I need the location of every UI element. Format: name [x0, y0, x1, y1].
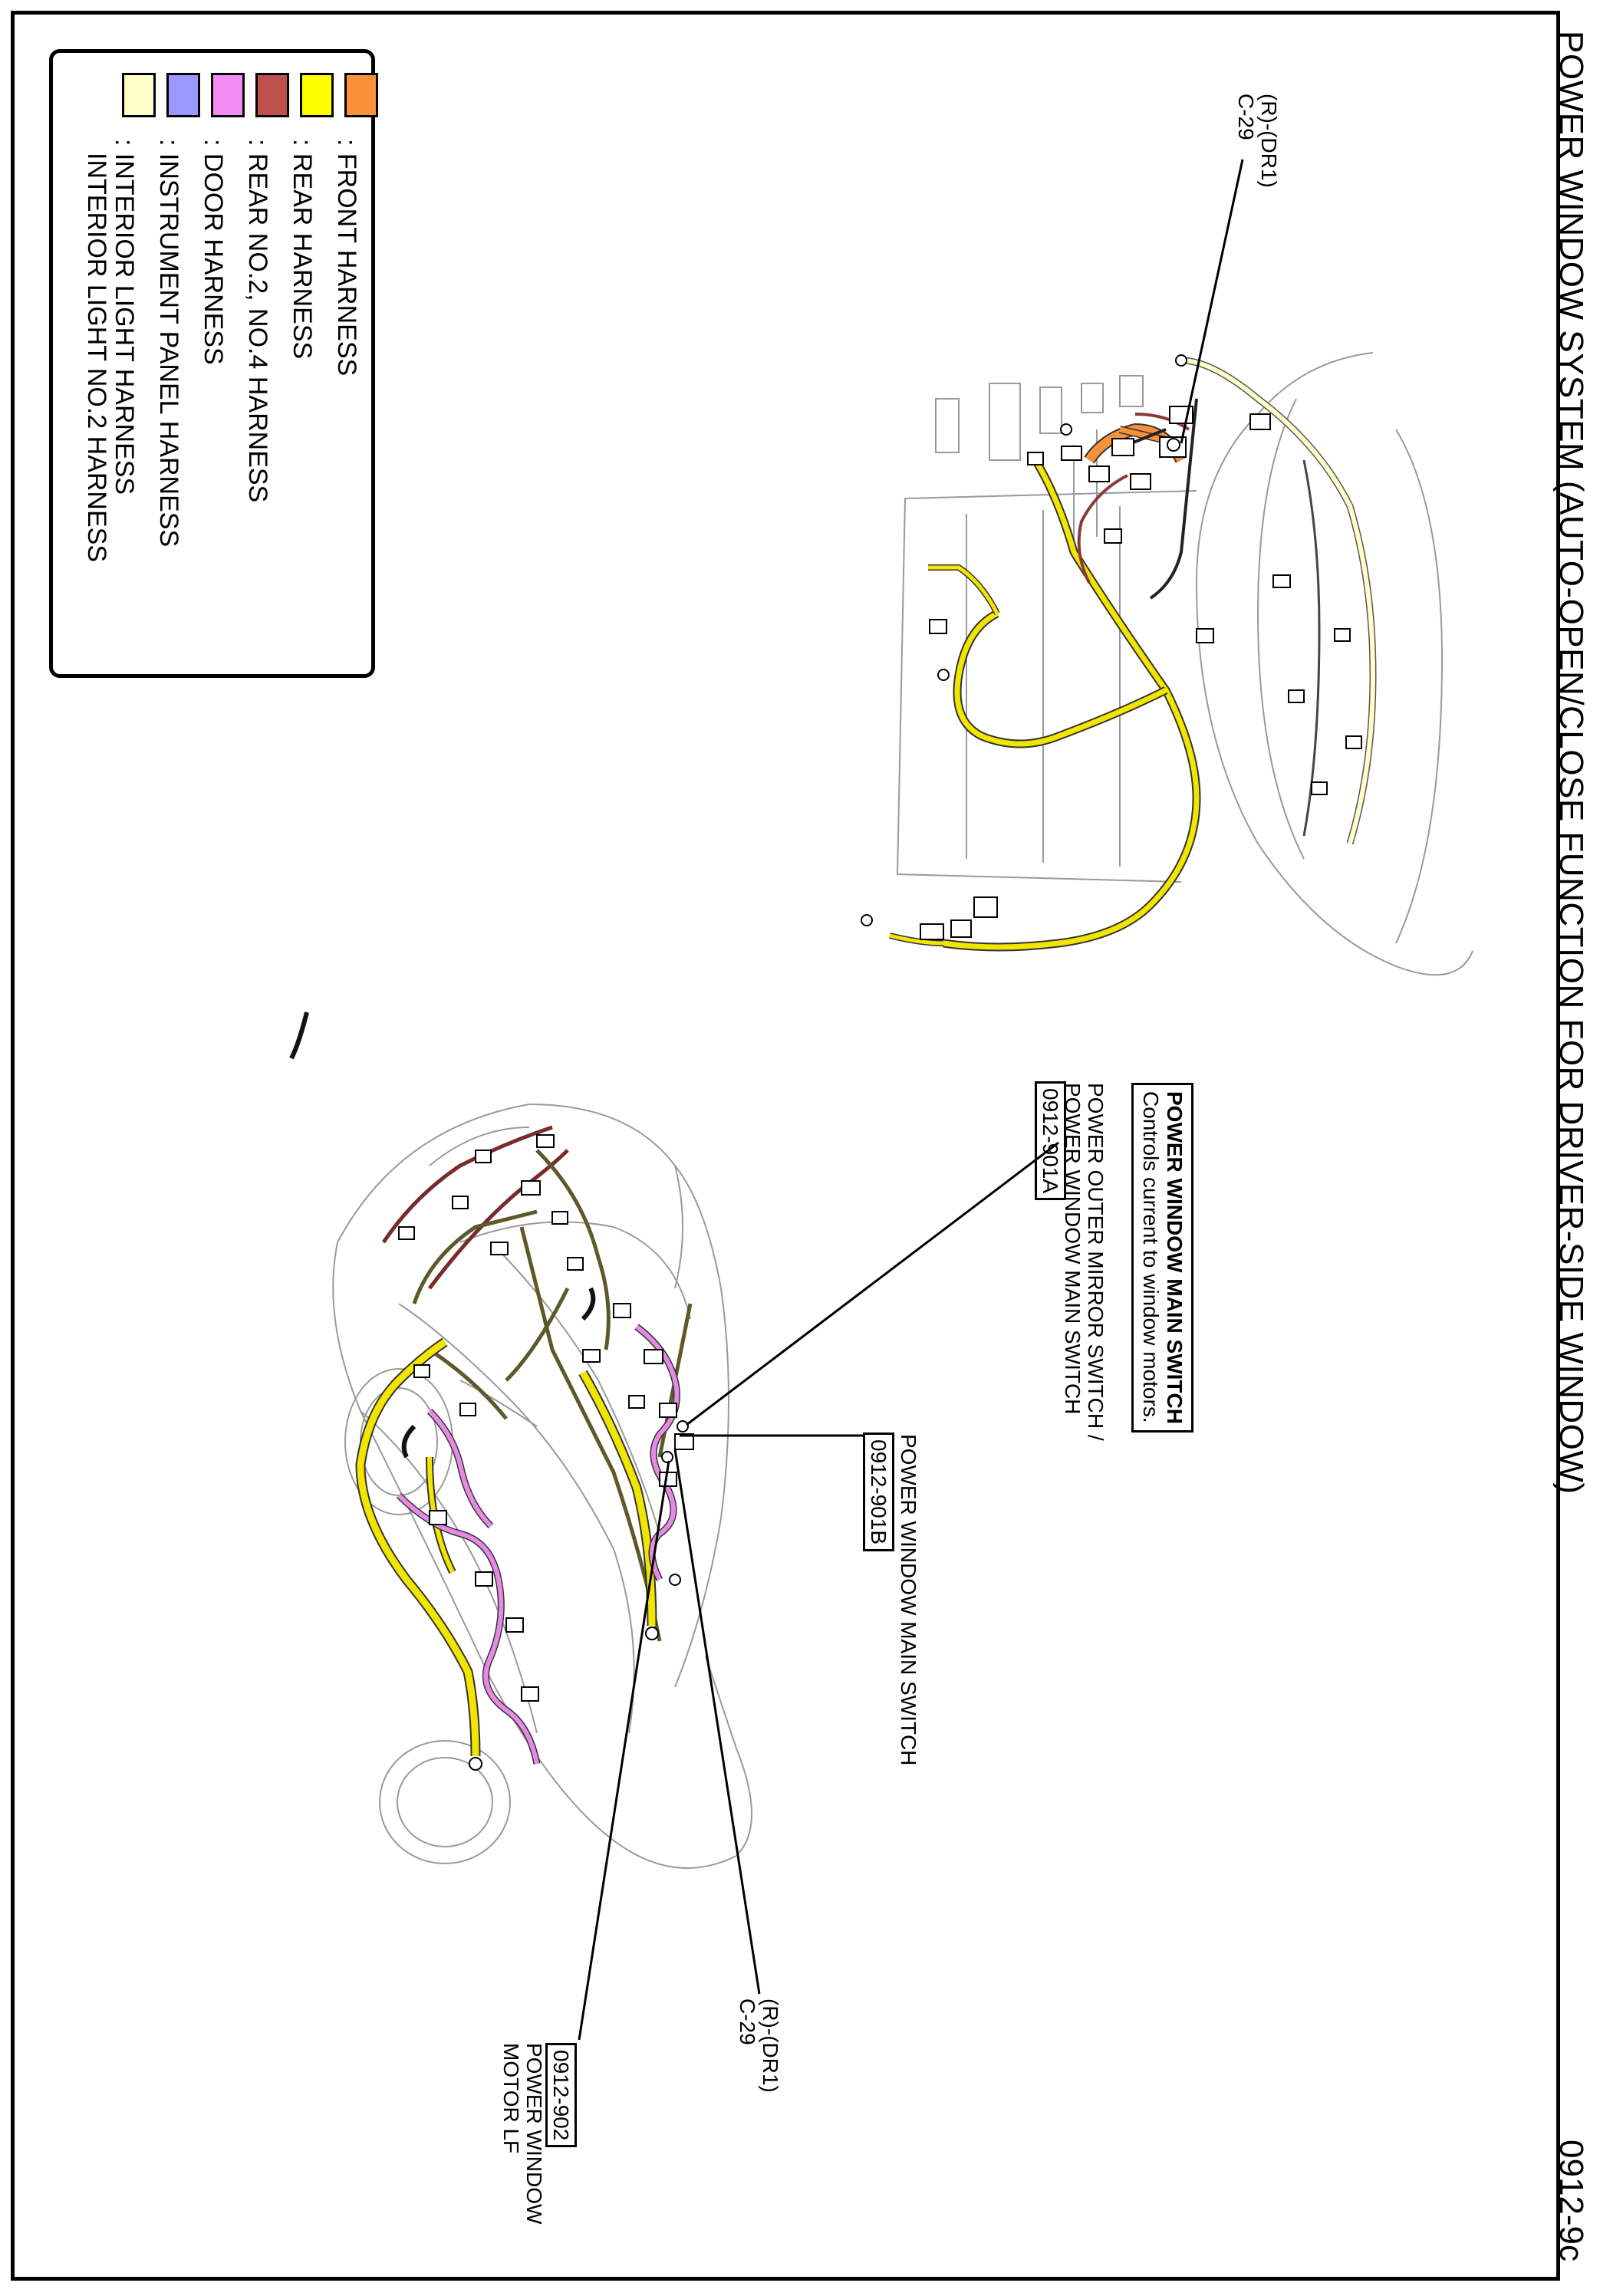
page-code: 0912-9c	[1552, 2140, 1590, 2262]
leader-motor	[579, 1461, 669, 2040]
callout-top-connector-line1: (R)-(DR1)	[1257, 94, 1281, 188]
callout-mirror-switch-line2: POWER WINDOW MAIN SWITCH	[1061, 1083, 1085, 1415]
ref-0912-901a: 0912-901A	[1035, 1081, 1066, 1200]
connectors-top	[920, 406, 1361, 939]
legend-label-door-harness: : DOOR HARNESS	[199, 139, 228, 365]
callout-main-switch-ref	[863, 1433, 894, 1551]
callout-main-switch-line1: POWER WINDOW MAIN SWITCH	[897, 1434, 920, 1766]
callout-main-switch-desc: Controls current to window motors.	[1138, 1091, 1163, 1423]
callout-top-connector-line2: C-29	[1234, 94, 1258, 140]
car-body-outline	[333, 1104, 752, 1868]
black-accent-wires	[291, 1012, 593, 1457]
interior-light-harness	[1181, 360, 1373, 844]
legend-label-rear-no2-no4-harness: : REAR NO.2, NO.4 HARNESS	[243, 139, 272, 503]
callout-lower-connector-line2: C-29	[736, 1998, 759, 2045]
callout-motor-ref	[545, 2043, 577, 2147]
leader-top-connector	[1181, 160, 1243, 443]
page-title: POWER WINDOW SYSTEM (AUTO-OPEN/CLOSE FUNCTION FOR DRIVER-SIDE WINDOW)	[1552, 31, 1590, 1495]
legend-label-front-harness: : FRONT HARNESS	[332, 139, 361, 377]
legend-label-instrument-panel-harness: : INSTRUMENT PANEL HARNESS	[154, 139, 183, 548]
callout-main-switch-title: POWER WINDOW MAIN SWITCH	[1163, 1091, 1187, 1424]
callout-motor-line1: POWER WINDOW	[522, 2043, 546, 2225]
legend-label-interior-light-no2-harness: INTERIOR LIGHT NO.2 HARNESS	[82, 153, 111, 563]
callout-lower-connector-line1: (R)-(DR1)	[759, 1998, 782, 2093]
ref-0912-902: 0912-902	[545, 2043, 577, 2147]
rear-harness-bottom	[360, 1342, 652, 1756]
callout-main-switch-box	[1131, 1083, 1193, 1433]
callout-mirror-switch-line1: POWER OUTER MIRROR SWITCH /	[1084, 1083, 1108, 1441]
legend-label-rear-harness: : REAR HARNESS	[288, 139, 317, 360]
ref-0912-901b: 0912-901B	[863, 1433, 894, 1551]
callout-motor-line2: MOTOR LF	[499, 2043, 523, 2154]
leader-mirror-switch	[686, 1143, 1058, 1425]
callout-mirror-switch-ref	[1035, 1081, 1066, 1200]
legend-label-interior-light-harness: : INTERIOR LIGHT HARNESS	[110, 139, 139, 495]
leader-lower-connector	[675, 1449, 759, 1994]
